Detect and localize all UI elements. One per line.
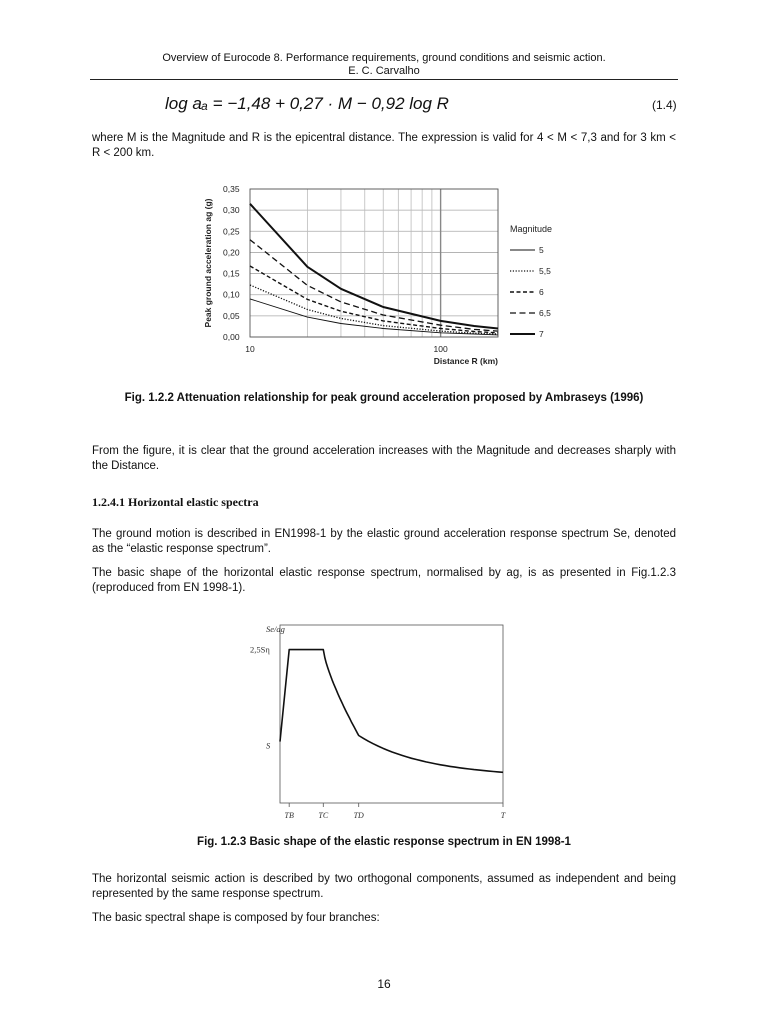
y-tick-label: S xyxy=(266,740,271,751)
running-header-title: Overview of Eurocode 8. Performance requirements, ground conditions and seismic action. xyxy=(162,52,606,64)
legend-title: Magnitude xyxy=(510,224,553,234)
series-line-magnitude-6 xyxy=(250,266,498,333)
equation: log aₐ = −1,48 + 0,27 · M − 0,92 log R xyxy=(165,94,449,113)
y-tick-label: 0,30 xyxy=(223,205,240,216)
series-line-magnitude-5 xyxy=(250,299,498,335)
equation-number: (1.4) xyxy=(652,98,677,112)
attenuation-chart xyxy=(200,182,565,372)
elastic-spectrum-chart xyxy=(245,615,520,825)
y-tick-label: 0,25 xyxy=(223,226,240,237)
series-line-magnitude-7 xyxy=(250,204,498,329)
paragraph-ground-motion: The ground motion is described in EN1998-1 by the elastic ground acceleration response spectrum Se, denoted as the “elastic response spectrum”. xyxy=(92,528,676,555)
legend-label-6,5: 6,5 xyxy=(539,308,551,318)
paragraph-orthogonal-components: The horizontal seismic action is described by two orthogonal components, assumed as independent and being represented by the same response spectrum. xyxy=(92,873,676,900)
paragraph-validity: where M is the Magnitude and R is the epicentral distance. The expression is valid for 4 < M < 7,3 and for 3 km < R < 200 km. xyxy=(92,132,676,159)
legend-label-5: 5 xyxy=(539,245,544,255)
plot-frame xyxy=(280,625,503,803)
x-axis-label: Distance R (km) xyxy=(433,356,498,366)
section-heading: 1.2.4.1 Horizontal elastic spectra xyxy=(92,495,259,509)
y-tick-label: 0,05 xyxy=(223,310,240,321)
y-tick-label: 0,00 xyxy=(223,332,240,342)
paragraph-basic-shape: The basic shape of the horizontal elastic response spectrum, normalised by ag, is as presented in Fig.1.2.3 (reproduced from EN 1998-1). xyxy=(92,567,676,594)
x-tick-label: TC xyxy=(318,811,329,820)
figure-caption-attenuation: Fig. 1.2.2 Attenuation relationship for peak ground acceleration proposed by Ambraseys (1996) xyxy=(124,392,644,404)
paragraph-four-branches: The basic spectral shape is composed by four branches: xyxy=(92,912,380,924)
legend-label-7: 7 xyxy=(539,329,544,339)
y-tick-label: 0,20 xyxy=(223,247,240,258)
running-header-author: E. C. Carvalho xyxy=(348,65,420,77)
figure-caption-spectrum: Fig. 1.2.3 Basic shape of the elastic response spectrum in EN 1998-1 xyxy=(197,836,571,848)
x-tick-label: T xyxy=(500,811,506,820)
spectrum-curve xyxy=(280,650,503,773)
y-axis-label: Peak ground acceleration ag (g) xyxy=(203,198,213,328)
x-tick-label: TD xyxy=(353,811,364,820)
y-tick-label: 0,15 xyxy=(223,268,240,279)
x-tick-label: TB xyxy=(284,811,294,820)
y-tick-label: 0,35 xyxy=(223,184,240,194)
legend-label-6: 6 xyxy=(539,287,544,297)
y-axis-label: Se/ag xyxy=(266,624,285,634)
page-number: 16 xyxy=(377,977,391,991)
plot-area-border xyxy=(250,189,498,337)
paragraph-observation: From the figure, it is clear that the ground acceleration increases with the Magnitude and decreases sharply with the Distance. xyxy=(92,445,676,472)
y-tick-label: 2,5Sη xyxy=(250,644,270,655)
legend-label-5,5: 5,5 xyxy=(539,266,551,276)
x-tick-label: 100 xyxy=(433,344,448,354)
series-line-magnitude-6,5 xyxy=(250,240,498,331)
header-rule xyxy=(90,79,678,80)
series-line-magnitude-5,5 xyxy=(250,285,498,334)
x-tick-label: 10 xyxy=(245,344,255,354)
y-tick-label: 0,10 xyxy=(223,289,240,300)
